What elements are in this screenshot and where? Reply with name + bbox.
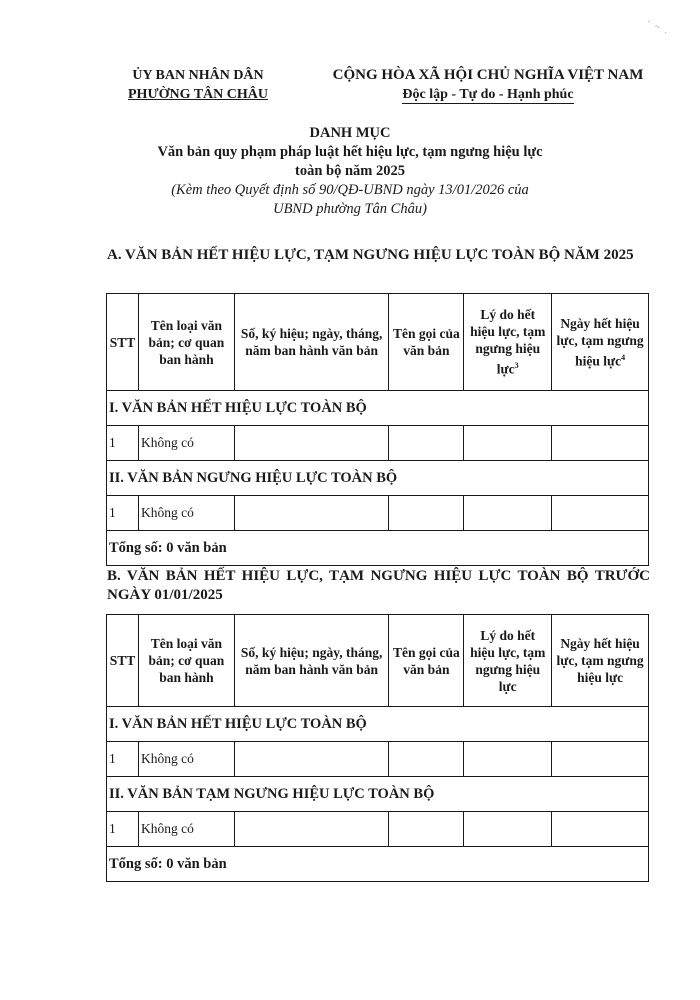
decision-note-2: UBND phường Tân Châu) bbox=[273, 201, 427, 217]
table-header-row bbox=[107, 615, 649, 707]
cell-stt: 1 bbox=[107, 496, 139, 531]
group-heading: I. VĂN BẢN HẾT HIỆU LỰC TOÀN BỘ bbox=[107, 391, 649, 426]
total-row: Tổng số: 0 văn bản bbox=[107, 847, 649, 882]
col-doc-number: Số, ký hiệu; ngày, tháng, năm ban hành văn bản bbox=[234, 615, 389, 707]
table-row bbox=[107, 496, 649, 531]
total-row: Tổng số: 0 văn bản bbox=[107, 531, 649, 566]
col-doc-name: Tên gọi của văn bản bbox=[389, 615, 464, 707]
section-a-table bbox=[106, 293, 649, 566]
footnote-3: 3 bbox=[514, 361, 519, 371]
table-header-row bbox=[107, 294, 649, 391]
section-b-table bbox=[106, 614, 649, 882]
cell-stt: 1 bbox=[107, 426, 139, 461]
col-doc-number: Số, ký hiệu; ngày, tháng, năm ban hành văn bản bbox=[234, 294, 389, 391]
group-heading: I. VĂN BẢN HẾT HIỆU LỰC TOÀN BỘ bbox=[107, 707, 649, 742]
section-a-heading: A. VĂN BẢN HẾT HIỆU LỰC, TẠM NGƯNG HIỆU LỰC TOÀN BỘ NĂM 2025 bbox=[107, 247, 634, 263]
col-stt: STT bbox=[107, 615, 139, 707]
col-effective-date: Ngày hết hiệu lực, tạm ngưng hiệu lực$^4$ bbox=[552, 294, 649, 391]
table-row bbox=[107, 742, 649, 777]
footnote-4: 4 bbox=[621, 352, 626, 362]
document-title: DANH MỤC bbox=[309, 125, 391, 141]
table-row bbox=[107, 812, 649, 847]
cell-doc-type: Không có bbox=[138, 812, 234, 847]
col-stt: STT bbox=[107, 294, 139, 391]
col-reason: Lý do hết hiệu lực, tạm ngưng hiệu lực bbox=[464, 615, 552, 707]
col-doc-name: Tên gọi của văn bản bbox=[389, 294, 464, 391]
col-doc-type: Tên loại văn bản; cơ quan ban hành bbox=[138, 294, 234, 391]
group-heading: II. VĂN BẢN TẠM NGƯNG HIỆU LỰC TOÀN BỘ bbox=[107, 777, 649, 812]
group-heading: II. VĂN BẢN NGƯNG HIỆU LỰC TOÀN BỘ bbox=[107, 461, 649, 496]
table-row bbox=[107, 426, 649, 461]
scan-mark: ' ~ . bbox=[645, 18, 672, 36]
cell-doc-type: Không có bbox=[138, 426, 234, 461]
cell-stt: 1 bbox=[107, 742, 139, 777]
document-subtitle-2: toàn bộ năm 2025 bbox=[295, 163, 405, 179]
authority-line2: PHƯỜNG TÂN CHÂU bbox=[128, 87, 268, 102]
issuing-authority bbox=[108, 66, 288, 104]
col-effective-date: Ngày hết hiệu lực, tạm ngưng hiệu lực bbox=[552, 615, 649, 707]
cell-stt: 1 bbox=[107, 812, 139, 847]
document-subtitle-1: Văn bản quy phạm pháp luật hết hiệu lực, tạm ngưng hiệu lực bbox=[157, 144, 543, 160]
national-motto: Độc lập - Tự do - Hạnh phúc bbox=[402, 87, 574, 102]
cell-doc-type: Không có bbox=[138, 496, 234, 531]
decision-note-1: (Kèm theo Quyết định số 90/QĐ-UBND ngày 13/01/2026 của bbox=[171, 182, 529, 198]
col-doc-type: Tên loại văn bản; cơ quan ban hành bbox=[138, 615, 234, 707]
national-header bbox=[298, 66, 678, 105]
section-b-heading: B. VĂN BẢN HẾT HIỆU LỰC, TẠM NGƯNG HIỆU LỰC TOÀN BỘ TRƯỚC NGÀY 01/01/2025 bbox=[107, 568, 650, 603]
nation-name: CỘNG HÒA XÃ HỘI CHỦ NGHĨA VIỆT NAM bbox=[332, 67, 644, 83]
document-title-block bbox=[120, 124, 580, 219]
authority-line1: ỦY BAN NHÂN DÂN bbox=[132, 68, 264, 83]
col-reason: Lý do hết hiệu lực, tạm ngưng hiệu lực$^3$ bbox=[464, 294, 552, 391]
cell-doc-type: Không có bbox=[138, 742, 234, 777]
